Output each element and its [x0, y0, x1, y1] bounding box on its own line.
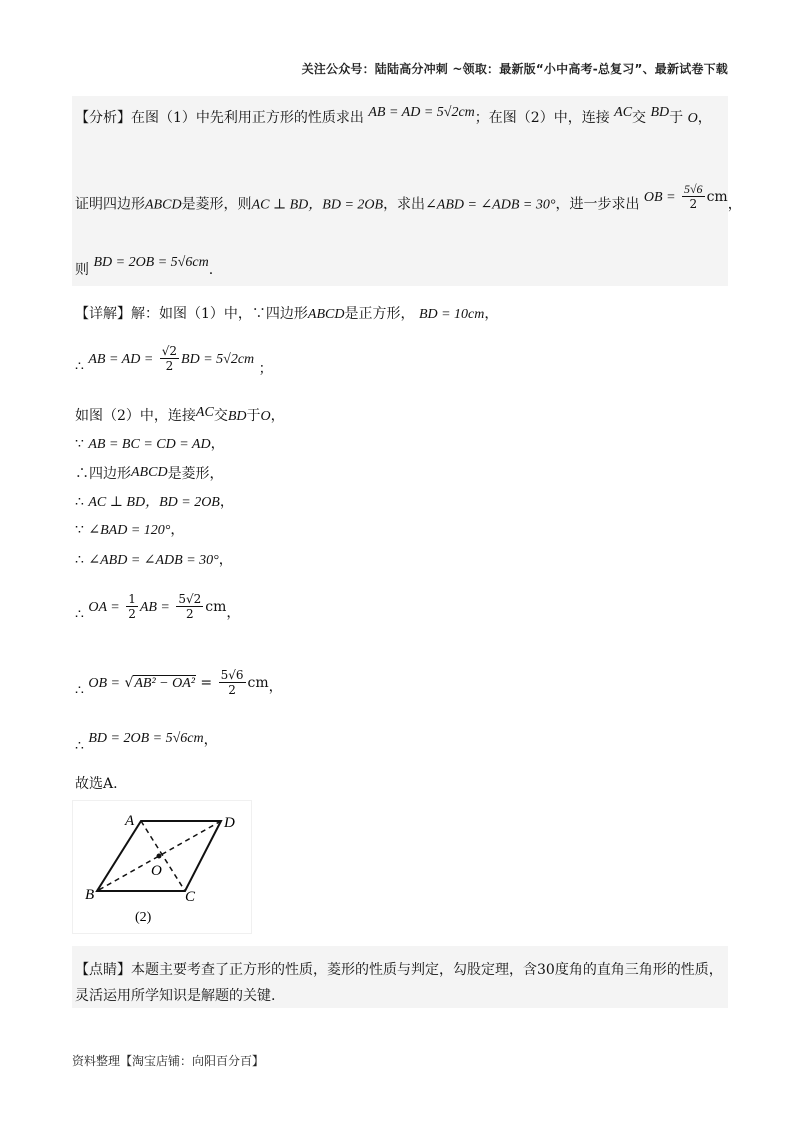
analysis-line-2 — [75, 182, 742, 219]
rhombus-figure — [72, 800, 252, 934]
fraction — [176, 592, 203, 621]
text: ， — [727, 196, 742, 213]
radicand: AB² − OA² — [134, 675, 195, 691]
label-c: C — [185, 889, 196, 905]
math-expression: BD — [650, 105, 670, 120]
equals-sign: = — [200, 674, 213, 691]
math-expression: OB = — [643, 189, 676, 205]
rhombus-diagram — [73, 801, 251, 933]
unit: cm — [205, 598, 227, 615]
analysis-line-3 — [75, 255, 214, 281]
fraction — [160, 344, 179, 373]
text: 在图（1）中先利用正方形的性质求出 — [131, 110, 364, 126]
text: 是正方形， — [344, 306, 415, 322]
math-expression: ABCD — [145, 197, 182, 213]
therefore-symbol: ∴ — [75, 358, 84, 375]
fraction-denominator: 2 — [128, 607, 136, 621]
math-expression: BD = 2OB = 5√6cm — [93, 255, 209, 270]
label-o: O — [151, 863, 162, 879]
fraction — [682, 182, 705, 211]
detail-line-11 — [75, 731, 218, 757]
text: 是菱形， — [167, 466, 224, 482]
math-expression: ∠BAD = 120° — [88, 523, 171, 538]
therefore-symbol: ∴ — [75, 606, 84, 623]
detail-line-6 — [75, 492, 234, 513]
text: 是菱形，则 — [181, 196, 252, 213]
text: ， — [697, 110, 712, 126]
text: 于 — [669, 110, 684, 126]
header-note: 关注公众号：陆陆高分冲刺 ~领取：最新版“小中高考-总复习”、最新试卷下载 — [301, 62, 728, 76]
text: 交 — [632, 110, 647, 126]
because-symbol: ∵ — [75, 522, 84, 538]
math-expression: O — [687, 111, 698, 126]
math-expression: BD = 2OB = 5√6cm — [88, 731, 204, 746]
detail-line-2 — [75, 344, 273, 381]
text: ；在图（2）中，连接 — [474, 110, 610, 126]
fraction-denominator: 2 — [689, 197, 698, 211]
math-expression: OB = — [88, 675, 120, 691]
point-o — [157, 854, 162, 859]
math-expression: AB = AD = 5√2cm — [368, 105, 475, 120]
text: 灵活运用所学知识是解题的关键. — [75, 988, 276, 1004]
text: ∴四边形 — [75, 466, 131, 482]
detail-line-4 — [75, 434, 225, 455]
fraction — [219, 668, 246, 697]
text: 于 — [246, 408, 261, 424]
math-expression: ∠ABD = ∠ADB = 30° — [88, 553, 219, 568]
detail-line-3 — [75, 406, 285, 427]
therefore-symbol: ∴ — [75, 552, 84, 568]
fraction-numerator: √2 — [161, 344, 178, 358]
therefore-symbol: ∴ — [75, 738, 84, 754]
math-expression: AB = AD = — [88, 351, 154, 367]
label-b: B — [85, 887, 95, 903]
math-expression: O — [260, 409, 271, 424]
text: ， — [270, 408, 285, 424]
text: ， — [203, 732, 218, 748]
footer-note: 资料整理【淘宝店铺：向阳百分百】 — [72, 1054, 265, 1068]
math-expression: AC — [195, 405, 214, 420]
unit: cm — [247, 674, 269, 691]
comment-line-2 — [75, 986, 275, 1006]
text: 交 — [213, 408, 228, 424]
text: 如图（2）中，连接 — [75, 408, 196, 424]
math-expression: ABCD — [307, 307, 345, 322]
detail-line-5 — [75, 464, 224, 485]
therefore-symbol: ∴ — [75, 494, 84, 510]
comment-line-1 — [75, 960, 723, 980]
fraction-denominator: 2 — [185, 607, 194, 621]
fraction-numerator: 1 — [128, 592, 136, 606]
text: ，进一步求出 — [555, 196, 640, 213]
text: ， — [219, 494, 234, 510]
fraction — [126, 592, 138, 621]
detail-tag: 【详解】 — [75, 306, 131, 322]
math-expression: AC — [614, 105, 633, 120]
math-expression: BD = 10cm — [418, 307, 485, 322]
fraction-numerator: 5√6 — [220, 668, 244, 682]
math-expression: BD = 5√2cm — [181, 351, 255, 367]
math-expression: ∠ABD = ∠ADB = 30° — [425, 197, 556, 213]
detail-line-10 — [75, 668, 283, 705]
detail-line-12 — [75, 774, 118, 794]
math-expression: ABCD — [131, 465, 168, 480]
diagonal-ac — [141, 821, 185, 891]
fraction-denominator: 2 — [228, 683, 236, 697]
text: ； — [258, 360, 273, 377]
math-expression: AB = BC = CD = AD — [88, 437, 211, 452]
figure-caption: (2) — [135, 910, 152, 925]
detail-line-7 — [75, 520, 184, 541]
therefore-symbol: ∴ — [75, 682, 84, 699]
text: ， — [170, 522, 185, 538]
fraction-numerator: 5√2 — [178, 592, 202, 606]
because-symbol: ∵ — [75, 436, 84, 452]
text: . — [208, 262, 214, 278]
text: 则 — [75, 262, 89, 278]
text: ， — [484, 306, 499, 322]
sqrt-sign: √ — [124, 674, 134, 691]
text: 证明四边形 — [75, 196, 145, 213]
text: ， — [210, 436, 225, 452]
comment-tag: 【点睛】 — [75, 962, 131, 978]
text: ， — [226, 604, 241, 621]
detail-line-8 — [75, 550, 233, 571]
label-a: A — [125, 813, 135, 829]
text: ， — [268, 678, 283, 695]
math-expression: AB = — [139, 599, 170, 615]
math-expression: AC ⊥ BD，BD = 2OB — [251, 197, 384, 213]
fraction-numerator: 5√6 — [683, 182, 703, 196]
text: ，求出 — [383, 196, 426, 213]
analysis-tag: 【分析】 — [75, 110, 131, 126]
fraction-denominator: 2 — [165, 359, 174, 373]
analysis-line-1 — [75, 105, 712, 129]
unit: cm — [706, 188, 728, 205]
label-d: D — [224, 815, 235, 831]
text: 本题主要考查了正方形的性质，菱形的性质与判定，勾股定理，含30度角的直角三角形的性质， — [131, 962, 723, 978]
answer-text: 故选A. — [75, 776, 118, 792]
detail-line-9 — [75, 592, 241, 629]
math-expression: OA = — [88, 599, 120, 615]
text: ， — [218, 552, 233, 568]
detail-line-1 — [75, 304, 498, 325]
math-expression: AC ⊥ BD，BD = 2OB — [88, 495, 220, 510]
math-expression: BD — [227, 409, 247, 424]
text: 解：如图（1）中，∵四边形 — [131, 306, 308, 322]
